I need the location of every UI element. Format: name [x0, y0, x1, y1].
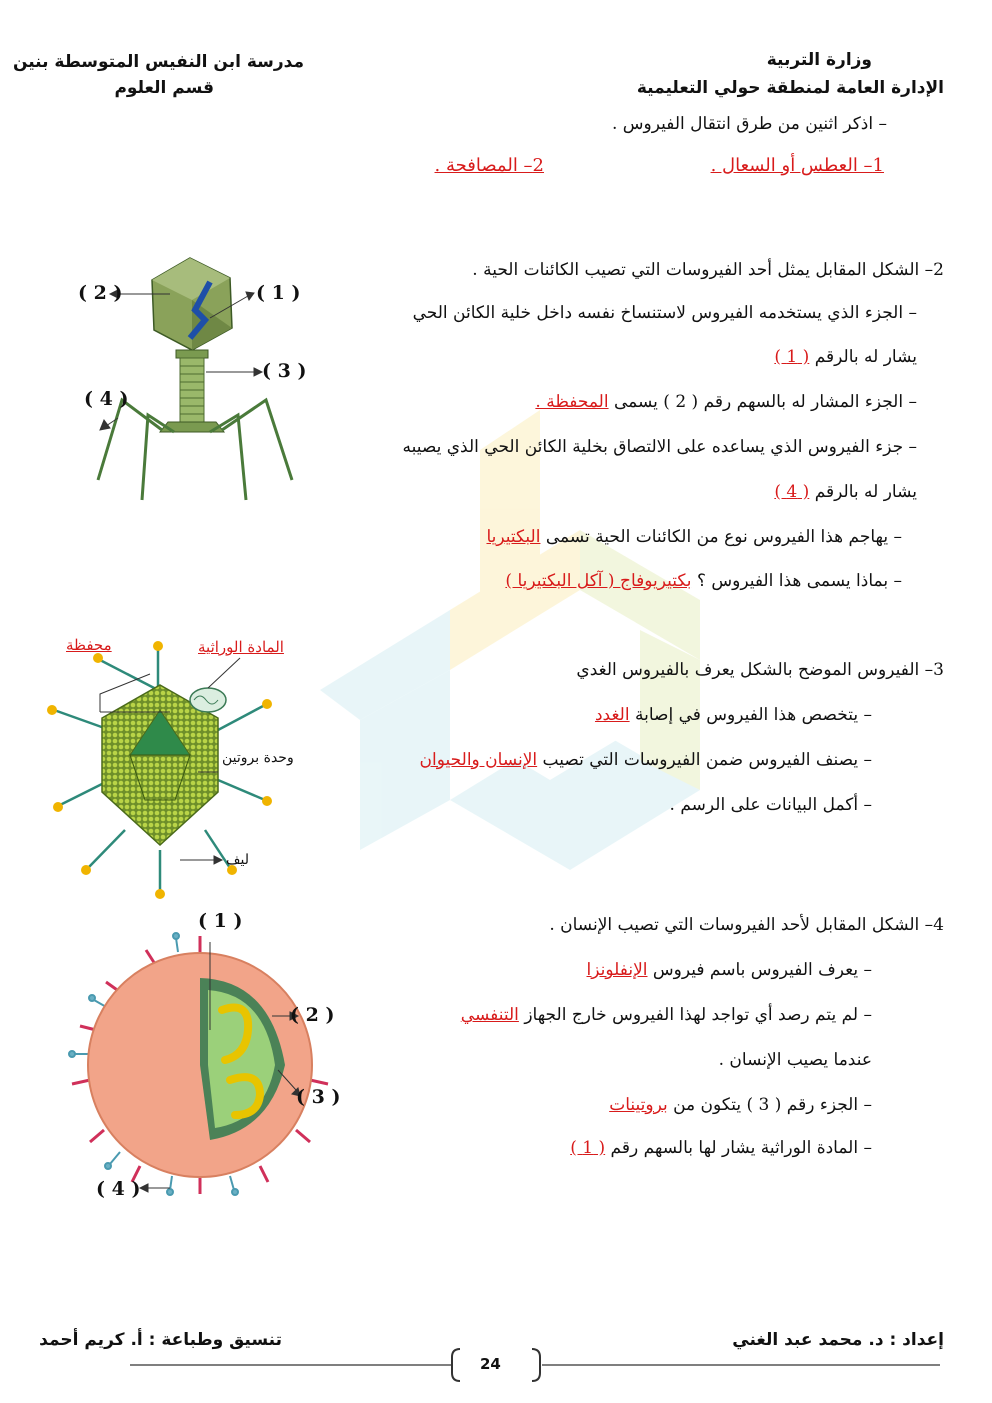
q2-item5 [505, 571, 902, 591]
q2-item5-answer: بكتيريوفاج ( آكل البكتيريا ) [505, 571, 692, 591]
q4-item4-answer: ( 1 ) [570, 1138, 606, 1158]
q3-item2 [420, 750, 872, 770]
q2-item1: – الجزء الذي يستخدمه الفيروس لاستنساخ نفسه داخل خلية الكائن الحي [412, 303, 917, 323]
school-name: مدرسة ابن النفيس المتوسطة بنين [12, 52, 304, 72]
ministry-title: وزارة التربية [766, 50, 872, 70]
q2-item1b-text: يشار له بالرقم [814, 347, 917, 367]
q2-item3: – جزء الفيروس الذي يساعده على الالتصاق بخلية الكائن الحي الذي يصيبه [402, 437, 917, 457]
q4-item1-text: – يعرف الفيروس باسم فيروس [652, 960, 872, 980]
q2-item4-answer: البكتيريا [486, 527, 541, 547]
q4-item1 [587, 960, 873, 980]
q4-item1-answer: الإنفلونزا [586, 960, 648, 980]
q2-intro: 2– الشكل المقابل يمثل أحد الفيروسات التي تصيب الكائنات الحية . [472, 260, 944, 280]
q2-item2-text: – الجزء المشار له بالسهم رقم ( 2 ) يسمى [613, 392, 917, 412]
q2-item2-answer: المحفظة . [535, 392, 609, 412]
watermark-logo [300, 330, 750, 930]
q4-item4 [570, 1138, 872, 1158]
q2-label-3: ( 3 ) [262, 360, 307, 382]
q3-label-fiber: ليف [226, 852, 249, 868]
q4-item2-text: – لم يتم رصد أي تواجد لهذا الفيروس خارج الجهاز [524, 1005, 872, 1025]
q4-item2 [461, 1005, 872, 1025]
q4-label-4: ( 4 ) [96, 1178, 141, 1200]
footer-layout-by: تنسيق وطباعة : أ. كريم أحمد [39, 1330, 282, 1350]
q4-label-2: ( 2 ) [290, 1004, 335, 1026]
q2-item4 [486, 527, 902, 547]
q3-label-protein: وحدة بروتين [222, 750, 294, 766]
influenza-diagram [60, 930, 340, 1200]
q1-prompt: – اذكر اثنين من طرق انتقال الفيروس . [612, 114, 887, 134]
q3-label-capsid: محفظة [66, 636, 112, 654]
q4-label-3: ( 3 ) [296, 1086, 341, 1108]
q2-label-2: ( 2 ) [78, 282, 123, 304]
q2-item3b-text: يشار له بالرقم [814, 482, 917, 502]
q2-label-1: ( 1 ) [256, 282, 301, 304]
q3-item1 [595, 705, 872, 725]
q4-intro: 4– الشكل المقابل لأحد الفيروسات التي تصيب الإنسان . [549, 915, 944, 935]
directorate-title: الإدارة العامة لمنطقة حولي التعليمية [636, 78, 944, 98]
q2-item1-answer: ( 1 ) [774, 347, 810, 367]
footer-divider [130, 1345, 940, 1385]
q2-item2 [535, 392, 917, 412]
q2-item5-text: – بماذا يسمى هذا الفيروس ؟ [696, 571, 902, 591]
q3-item3: – أكمل البيانات على الرسم . [669, 795, 872, 815]
q4-label-1: ( 1 ) [198, 910, 243, 932]
q4-item2b: عندما يصيب الإنسان . [718, 1050, 872, 1070]
q1-answer-2: 2– المصافحة . [434, 155, 544, 176]
q3-item1-text: – يتخصص هذا الفيروس في إصابة [635, 705, 872, 725]
q3-item1-answer: الغدد [594, 705, 630, 725]
department-name: قسم العلوم [114, 78, 214, 98]
q2-item1b [774, 347, 917, 367]
q2-item4-text: – يهاجم هذا الفيروس نوع من الكائنات الحية تسمى [545, 527, 902, 547]
q3-label-genetic: المادة الوراثية [198, 638, 284, 656]
q4-item3 [609, 1095, 872, 1115]
footer-prepared-by: إعداد : د. محمد عبد الغني [732, 1330, 944, 1350]
q3-intro: 3– الفيروس الموضح بالشكل يعرف بالفيروس الغدي [576, 660, 944, 680]
q2-item3b [774, 482, 917, 502]
q4-item2-answer: التنفسي [460, 1005, 519, 1025]
q4-item3-text: – الجزء رقم ( 3 ) يتكون من [673, 1095, 872, 1115]
q1-answer-1: 1– العطس أو السعال . [710, 155, 884, 176]
q4-item3-answer: بروتينات [609, 1095, 668, 1115]
page-number: 24 [480, 1355, 501, 1373]
q4-item4-text: – المادة الوراثية يشار لها بالسهم رقم [610, 1138, 872, 1158]
q3-item2-text: – يصنف الفيروس ضمن الفيروسات التي تصيب [542, 750, 872, 770]
q3-item2-answer: الإنسان والحيوان [419, 750, 538, 770]
q2-label-4: ( 4 ) [84, 388, 129, 410]
q2-item3-answer: ( 4 ) [774, 482, 810, 502]
